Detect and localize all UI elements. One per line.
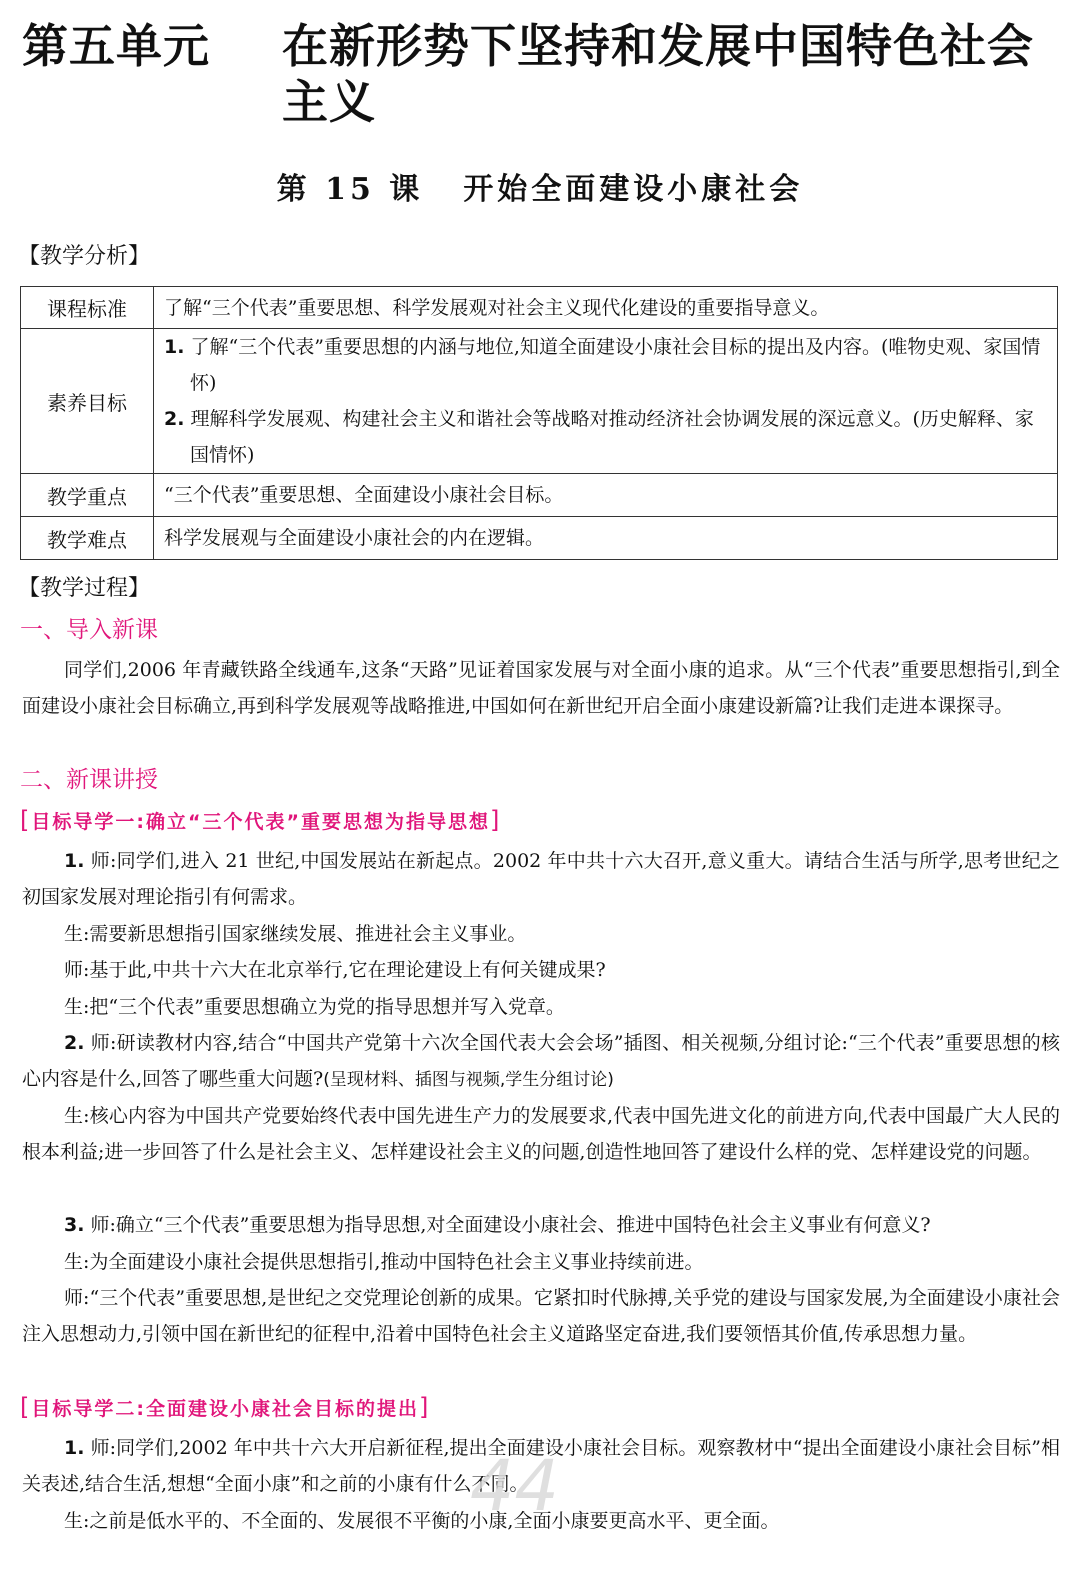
unit-label: 第五单元: [22, 19, 210, 73]
dialogue-paragraph: 生:需要新思想指引国家继续发展、推进社会主义事业。: [64, 923, 527, 945]
section-title-intro: 一、导入新课: [20, 617, 158, 643]
teaching-note: (呈现材料、插图与视频,学生分组讨论): [323, 1070, 614, 1091]
dialogue-paragraph: [22, 1207, 1060, 1243]
page-number: 44: [470, 1445, 560, 1527]
dialogue-paragraph: 生:为全面建设小康社会提供思想指引,推动中国特色社会主义事业持续前进。: [64, 1251, 704, 1273]
goal-tag-1: [目标导学一:确立“三个代表”重要思想为指导思想]: [20, 806, 502, 834]
row-value: 了解“三个代表”重要思想、科学发展观对社会主义现代化建设的重要指导意义。: [154, 287, 1058, 329]
goals-cell: [154, 329, 1058, 474]
analysis-table: [20, 286, 1058, 560]
goal-tag-2: [目标导学二:全面建设小康社会目标的提出]: [20, 1393, 431, 1421]
goal-text: 了解“三个代表”重要思想的内涵与地位,知道全面建设小康社会目标的提出及内容。(唯物史观、家国情怀): [190, 336, 1041, 394]
question-number: 1.: [64, 850, 85, 872]
lesson-title: [0, 170, 1080, 210]
dialogue-text: 师:同学们,进入 21 世纪,中国发展站在新起点。2002 年中共十六大召开,意义重大。请结合生活与所学,思考世纪之初国家发展对理论指引有何需求。: [22, 850, 1060, 909]
dialogue-paragraph: 师:基于此,中共十六大在北京举行,它在理论建设上有何关键成果?: [64, 959, 606, 981]
goal-tag-text: 目标导学一:确立“三个代表”重要思想为指导思想: [31, 811, 490, 833]
goal-number: 2.: [164, 408, 185, 430]
question-number: 3.: [64, 1214, 85, 1236]
lesson-name: 开始全面建设小康社会: [463, 172, 804, 207]
lesson-number: 第 15 课: [276, 172, 424, 207]
analysis-heading: 【教学分析】: [18, 244, 151, 269]
table-row: [21, 517, 1058, 560]
intro-paragraph: 同学们,2006 年青藏铁路全线通车,这条“天路”见证着国家发展与对全面小康的追求。从“三个代表”重要思想指引,到全面建设小康社会目标确立,再到科学发展观等战略推进,中国如何在新世纪开启全面小康建设新篇?让我们走进本课探寻。: [22, 659, 1060, 718]
row-key: 素养目标: [21, 329, 154, 474]
row-value: 科学发展观与全面建设小康社会的内在逻辑。: [154, 517, 1058, 560]
goal-number: 1.: [164, 336, 185, 358]
dialogue-text: 师:研读教材内容,结合“中国共产党第十六次全国代表大会会场”插图、相关视频,分组讨论:“三个代表”重要思想的核心内容是什么,回答了哪些重大问题?: [22, 1032, 1060, 1091]
goal-tag-text: 目标导学二:全面建设小康社会目标的提出: [31, 1398, 419, 1420]
question-number: 1.: [64, 1437, 85, 1459]
dialogue-paragraph: [22, 843, 1060, 916]
dialogue-paragraph: 师:“三个代表”重要思想,是世纪之交党理论创新的成果。它紧扣时代脉搏,关乎党的建设与国家发展,为全面建设小康社会注入思想动力,引领中国在新世纪的征程中,沿着中国特色社会主义道路坚定奋进,我们要领悟其价值,传承思想力量。: [22, 1287, 1060, 1346]
table-row: [21, 287, 1058, 329]
dialogue-paragraph: 生:之前是低水平的、不全面的、发展很不平衡的小康,全面小康要更高水平、更全面。: [64, 1510, 780, 1532]
goal-item: [164, 401, 1047, 473]
question-number: 2.: [64, 1032, 85, 1054]
dialogue-text: 师:确立“三个代表”重要思想为指导思想,对全面建设小康社会、推进中国特色社会主义事业有何意义?: [90, 1214, 931, 1236]
dialogue-text: 师:同学们,2002 年中共十六大开启新征程,提出全面建设小康社会目标。观察教材中“提出全面建设小康社会目标”相关表述,结合生活,想想“全面小康”和之前的小康有什么不同。: [22, 1437, 1060, 1496]
row-key: 课程标准: [21, 287, 154, 329]
row-value: “三个代表”重要思想、全面建设小康社会目标。: [154, 474, 1058, 517]
row-key: 教学重点: [21, 474, 154, 517]
dialogue-paragraph: [22, 1025, 1060, 1099]
row-key: 教学难点: [21, 517, 154, 560]
table-row: [21, 474, 1058, 517]
goal-item: [164, 329, 1047, 401]
section-title-new: 二、新课讲授: [20, 767, 158, 793]
table-row: [21, 329, 1058, 474]
dialogue-paragraph: 生:把“三个代表”重要思想确立为党的指导思想并写入党章。: [64, 996, 565, 1018]
process-heading: 【教学过程】: [18, 576, 151, 601]
goal-text: 理解科学发展观、构建社会主义和谐社会等战略对推动经济社会协调发展的深远意义。(历史解释、家国情怀): [190, 408, 1034, 466]
dialogue-paragraph: 生:核心内容为中国共产党要始终代表中国先进生产力的发展要求,代表中国先进文化的前进方向,代表中国最广大人民的根本利益;进一步回答了什么是社会主义、怎样建设社会主义的问题,创造性地回答了建设什么样的党、怎样建设党的问题。: [22, 1105, 1060, 1164]
unit-title: 在新形势下坚持和发展中国特色社会主义: [282, 19, 1034, 129]
